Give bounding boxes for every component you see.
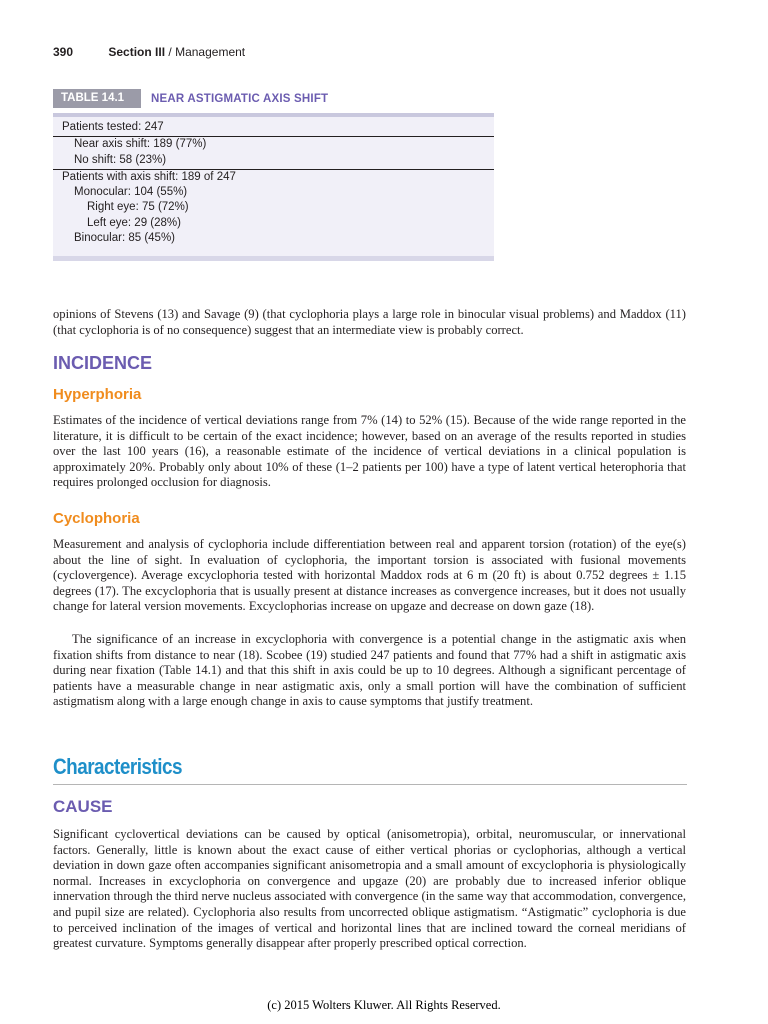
table-row: No shift: 58 (23%) — [74, 153, 167, 166]
table-row: Left eye: 29 (28%) — [87, 216, 181, 229]
table-title: NEAR ASTIGMATIC AXIS SHIFT — [151, 92, 329, 105]
running-header — [53, 45, 245, 59]
characteristics-rule — [53, 784, 687, 785]
hyperphoria-paragraph: Estimates of the incidence of vertical deviations range from 7% (14) to 52% (15). Because of the wide range reported in the literature, it is difficult to be certain of the exact incidence; however, based on an average of the results reported in studies over the last 100 years (16), a reasonable estimate of the incidence of vertical deviations in a clinical population is approximately 20%. Probably only about 10% of these (1–2 patients per 100) have a type of latent vertical heterophoria that requires prolonged occlusion for diagnosis. — [53, 413, 686, 490]
hyperphoria-heading: Hyperphoria — [53, 386, 142, 403]
cyclophoria-paragraph-2: The significance of an increase in excyclophoria with convergence is a potential change in the astigmatic axis when fixation shifts from distance to near (18). Scobee (19) studied 247 patients and found that 77% had a shift in astigmatic axis during near fixation (Table 14.1) and that this shift in axis could be up to 10 degrees. Although a significant percentage of patients have a measurable change in near astigmatic axis, only a small portion will have the combination of sufficient astigmatism along with a large enough change in axis to cause symptoms that justify treatment. — [53, 632, 686, 709]
cyclophoria-heading: Cyclophoria — [53, 510, 140, 527]
table-header — [53, 89, 494, 108]
table-14-1 — [53, 89, 494, 261]
table-row: Near axis shift: 189 (77%) — [74, 138, 207, 151]
section-name: Section III — [108, 45, 166, 59]
table-row: Binocular: 85 (45%) — [74, 232, 175, 245]
header-slash: / — [165, 45, 176, 59]
characteristics-heading: Characteristics — [53, 754, 182, 779]
table-label: TABLE 14.1 — [53, 89, 141, 108]
table-row: Patients with axis shift: 189 of 247 — [62, 170, 236, 183]
table-body — [53, 117, 494, 256]
table-row: Patients tested: 247 — [62, 121, 164, 133]
incidence-heading: INCIDENCE — [53, 353, 153, 373]
table-row: Monocular: 104 (55%) — [74, 186, 188, 199]
subsection-name: Management — [175, 45, 246, 59]
cause-paragraph: Significant cyclovertical deviations can be caused by optical (anisometropia), orbital, neuromuscular, or innervational factors. Generally, little is known about the exact cause of either vertical phorias or cyclophorias, although a vertical deviation in down gaze often accompanies significant anisometropia and a small amount of excyclophoria is physiologically normal. Increases in excyclophoria on convergence and upgaze (20) are probably due to increased inferior oblique innervation through the third nerve nucleus associated with convergence (in the same way that accommodation, convergence, and pupil size are related). Cyclophoria also results from uncorrected oblique astigmatism. “Astigmatic” cyclophoria is due to perceived inclination of the images of vertical and horizontal lines that are inclined toward the corneal meridians of greatest curvature. Symptoms generally disappear after properly prescribed optical correction. — [53, 827, 686, 951]
cyclophoria-paragraph-1: Measurement and analysis of cyclophoria include differentiation between real and apparent torsion (rotation) of the eye(s) about the line of sight. In evaluation of cyclophoria, the important torsion is associated with fusional movements (cyclovergence). Average excyclophoria tested with horizontal Maddox rods at 6 m (20 ft) is about 0.752 degrees ± 1.15 degrees (17). The excyclophoria that is usually present at distance increases as convergence increases, but it does not usually change for lateral version movements. Excyclophorias increase on upgaze and decrease on down gaze (18). — [53, 537, 686, 614]
intro-paragraph: opinions of Stevens (13) and Savage (9) (that cyclophoria plays a large role in binocular visual problems) and Maddox (11) (that cyclophoria is of no consequence) suggest that an intermediate view is probably correct. — [53, 307, 686, 337]
table-bottom-rule — [53, 256, 494, 261]
table-row: Right eye: 75 (72%) — [87, 201, 189, 214]
page-number: 390 — [53, 45, 74, 59]
copyright-notice: (c) 2015 Wolters Kluwer. All Rights Reserved. — [267, 998, 501, 1012]
cause-heading: CAUSE — [53, 797, 113, 816]
